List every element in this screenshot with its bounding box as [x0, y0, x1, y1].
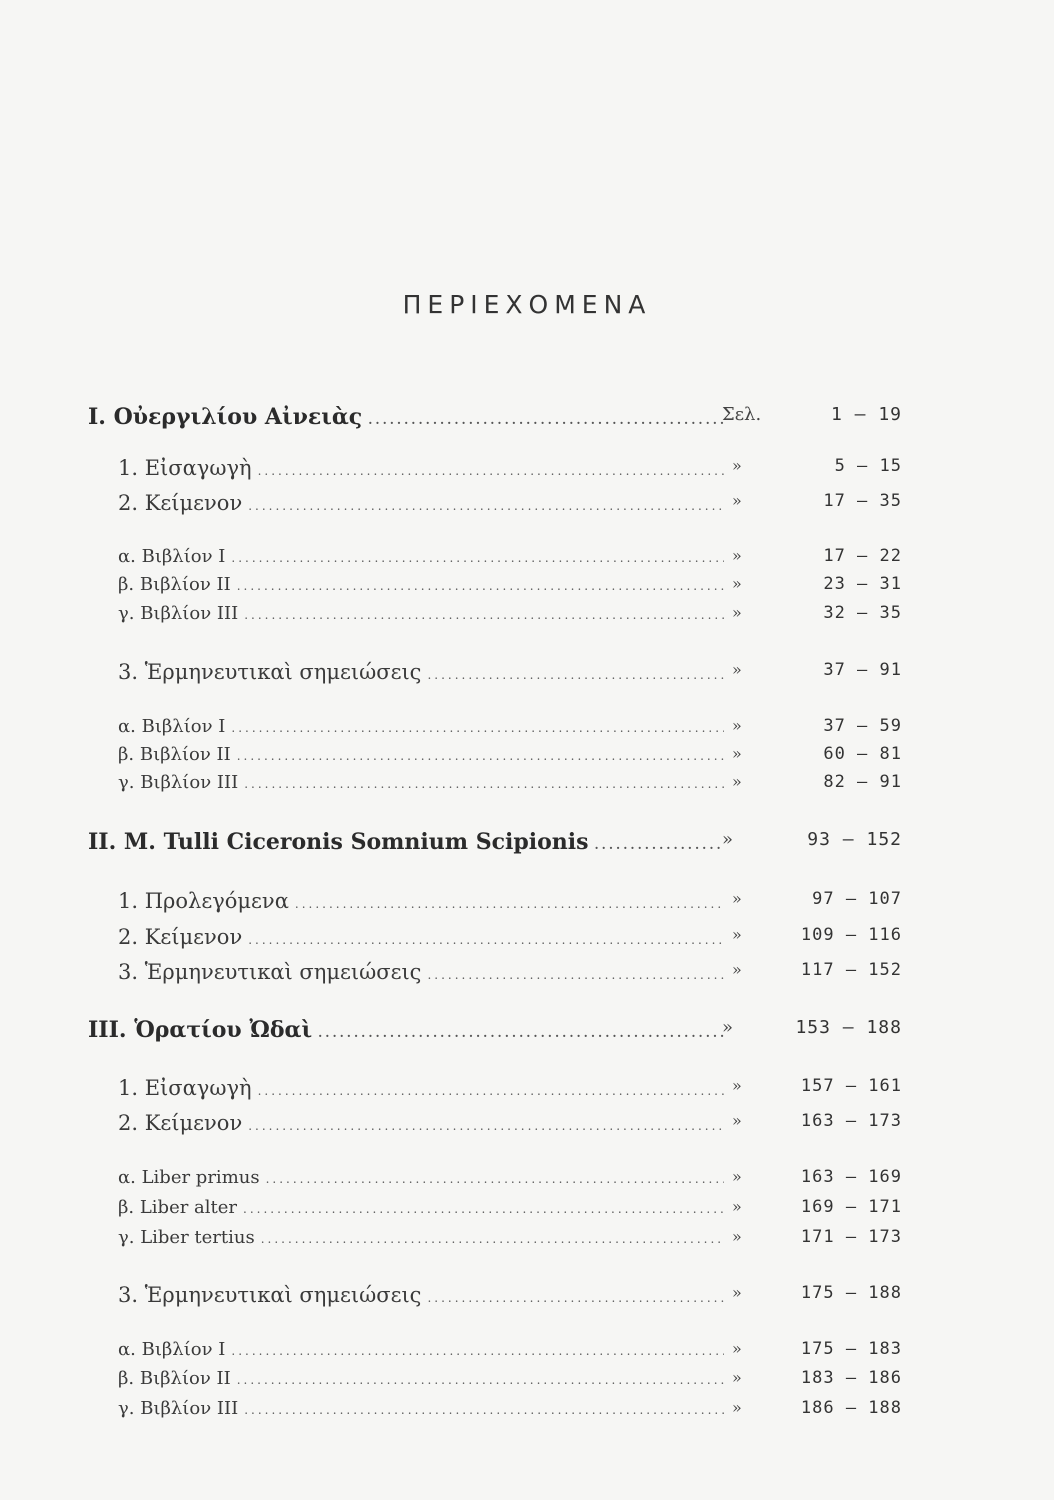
ditto-mark: »	[732, 1197, 742, 1216]
leader-dots	[244, 777, 724, 791]
leader-dots	[231, 1344, 724, 1358]
page-title: ΠΕΡΙΕΧΟΜΕΝΑ	[402, 290, 652, 319]
page-range: 23 – 31	[823, 574, 902, 594]
leader-dots	[248, 1119, 724, 1133]
ditto-mark: »	[732, 744, 742, 763]
toc-item[interactable]	[0, 1167, 1054, 1197]
leader-dots	[231, 721, 724, 735]
toc-entry-label: 1. Εἰσαγωγὴ	[118, 456, 252, 480]
leader-dots	[595, 838, 725, 852]
page-range: 163 – 173	[800, 1111, 902, 1131]
page-range: 17 – 35	[823, 491, 902, 511]
toc-subentry[interactable]	[0, 1111, 1054, 1141]
toc-entry-label: 1. Προλεγόμενα	[118, 889, 289, 913]
page-range: 183 – 186	[800, 1368, 902, 1388]
toc-section-3[interactable]	[0, 1017, 1054, 1047]
leader-dots	[261, 1232, 724, 1246]
ditto-mark: »	[732, 1283, 742, 1302]
toc-entry-label: III. Ὁρατίου Ὠδαὶ	[88, 1017, 313, 1043]
toc-item[interactable]	[0, 744, 1054, 774]
toc-entry-label: 3. Ἑρμηνευτικαὶ σημειώσεις	[118, 960, 422, 984]
page-range: 175 – 188	[800, 1283, 902, 1303]
toc-item[interactable]	[0, 603, 1054, 633]
toc-item[interactable]	[0, 546, 1054, 576]
toc-subentry[interactable]	[0, 925, 1054, 955]
toc-entry-label: α. Βιβλίον I	[118, 546, 226, 567]
ditto-mark: »	[732, 1339, 742, 1358]
leader-dots	[295, 897, 724, 911]
leader-dots	[248, 499, 724, 513]
ditto-mark: »	[732, 491, 742, 510]
leader-dots	[318, 1026, 724, 1040]
leader-dots	[237, 579, 724, 593]
page-range: 5 – 15	[834, 456, 902, 476]
toc-entry-label: γ. Βιβλίον III	[118, 772, 239, 793]
ditto-mark: »	[732, 1167, 742, 1186]
page-range: 171 – 173	[800, 1227, 902, 1247]
leader-dots	[427, 968, 724, 982]
leader-dots	[243, 1202, 724, 1216]
ditto-mark: »	[732, 660, 742, 679]
toc-entry-label: 2. Κείμενον	[118, 491, 243, 515]
leader-dots	[258, 1084, 724, 1098]
toc-entry-label: 3. Ἑρμηνευτικαὶ σημειώσεις	[118, 1283, 422, 1307]
ditto-mark: »	[732, 574, 742, 593]
ditto-mark: »	[732, 1398, 742, 1417]
toc-item[interactable]	[0, 574, 1054, 604]
leader-dots	[427, 668, 724, 682]
toc-entry-label: II. M. Tulli Ciceronis Somnium Scipionis	[88, 829, 589, 855]
toc-item[interactable]	[0, 716, 1054, 746]
leader-dots	[368, 413, 724, 427]
leader-dots	[244, 608, 724, 622]
toc-entry-label: γ. Liber tertius	[118, 1227, 255, 1248]
page-range: 37 – 59	[823, 716, 902, 736]
toc-entry-label: β. Βιβλίον II	[118, 744, 231, 765]
toc-entry-label: β. Liber alter	[118, 1197, 238, 1218]
page-range: 1 – 19	[830, 404, 902, 425]
page-range: 169 – 171	[800, 1197, 902, 1217]
toc-subentry[interactable]	[0, 889, 1054, 919]
toc-item[interactable]	[0, 772, 1054, 802]
page-range: 186 – 188	[800, 1398, 902, 1418]
toc-item[interactable]	[0, 1227, 1054, 1257]
page-range: 175 – 183	[800, 1339, 902, 1359]
toc-entry-label: α. Liber primus	[118, 1167, 260, 1188]
ditto-mark: »	[732, 546, 742, 565]
toc-entry-label: γ. Βιβλίον III	[118, 1398, 239, 1419]
page-range: 153 – 188	[795, 1017, 902, 1038]
toc-entry-label: β. Βιβλίον II	[118, 1368, 231, 1389]
toc-entry-label: 1. Εἰσαγωγὴ	[118, 1076, 252, 1100]
ditto-mark: »	[732, 925, 742, 944]
toc-section-1[interactable]	[0, 404, 1054, 434]
toc-entry-label: 3. Ἑρμηνευτικαὶ σημειώσεις	[118, 660, 422, 684]
leader-dots	[237, 1373, 724, 1387]
toc-entry-label: α. Βιβλίον I	[118, 1339, 226, 1360]
page-range: 163 – 169	[800, 1167, 902, 1187]
ditto-mark: »	[722, 829, 734, 850]
ditto-mark: »	[732, 960, 742, 979]
page-range: 60 – 81	[823, 744, 902, 764]
toc-entry-label: 2. Κείμενον	[118, 1111, 243, 1135]
page-range: 37 – 91	[823, 660, 902, 680]
page-range: 93 – 152	[807, 829, 902, 850]
toc-entry-label: α. Βιβλίον I	[118, 716, 226, 737]
toc-section-2[interactable]	[0, 829, 1054, 859]
leader-dots	[248, 933, 724, 947]
toc-subentry[interactable]	[0, 456, 1054, 486]
toc-item[interactable]	[0, 1368, 1054, 1398]
page-marker: Σελ.	[722, 404, 762, 425]
page-range: 32 – 35	[823, 603, 902, 623]
leader-dots	[258, 464, 724, 478]
page-range: 117 – 152	[800, 960, 902, 980]
ditto-mark: »	[732, 1111, 742, 1130]
toc-subentry[interactable]	[0, 960, 1054, 990]
leader-dots	[266, 1172, 724, 1186]
leader-dots	[244, 1403, 724, 1417]
leader-dots	[231, 551, 724, 565]
leader-dots	[427, 1291, 724, 1305]
leader-dots	[237, 749, 724, 763]
ditto-mark: »	[732, 772, 742, 791]
toc-item[interactable]	[0, 1339, 1054, 1369]
toc-subentry[interactable]	[0, 491, 1054, 521]
ditto-mark: »	[732, 1076, 742, 1095]
toc-item[interactable]	[0, 1398, 1054, 1428]
toc-subentry[interactable]	[0, 1076, 1054, 1106]
ditto-mark: »	[732, 603, 742, 622]
page-range: 17 – 22	[823, 546, 902, 566]
toc-entry-label: 2. Κείμενον	[118, 925, 243, 949]
toc-subentry[interactable]	[0, 1283, 1054, 1313]
ditto-mark: »	[732, 1227, 742, 1246]
toc-item[interactable]	[0, 1197, 1054, 1227]
toc-entry-label: I. Οὐεργιλίου Αἰνειὰς	[88, 404, 363, 430]
ditto-mark: »	[732, 456, 742, 475]
ditto-mark: »	[722, 1017, 734, 1038]
toc-subentry[interactable]	[0, 660, 1054, 690]
toc-entry-label: γ. Βιβλίον III	[118, 603, 239, 624]
page-range: 97 – 107	[812, 889, 902, 909]
ditto-mark: »	[732, 889, 742, 908]
ditto-mark: »	[732, 716, 742, 735]
page-range: 109 – 116	[800, 925, 902, 945]
ditto-mark: »	[732, 1368, 742, 1387]
toc-entry-label: β. Βιβλίον II	[118, 574, 231, 595]
page-range: 157 – 161	[800, 1076, 902, 1096]
page-range: 82 – 91	[823, 772, 902, 792]
